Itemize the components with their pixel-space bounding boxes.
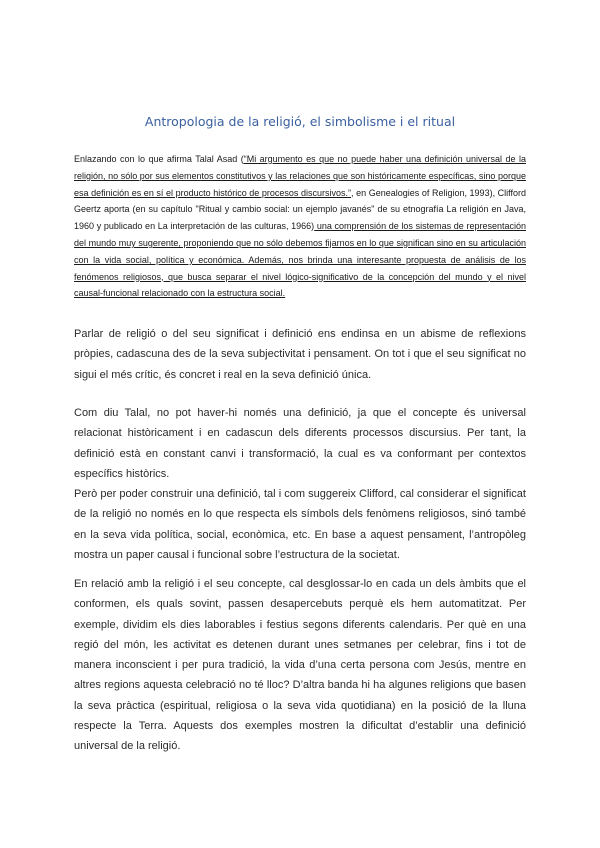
geertz-summary: una comprensión de los sistemas de representación del mundo muy sugerente, proponiendo que no sólo debemos fijarnos en lo que significan sino en su articulación con la vida social, política y económica. Además, nos brinda una interesante propuesta de análisis de los fenómenos religiosos, que busca separar el nivel lógico-significativo de la concepción del mundo y el nivel causal-funcional relacionado con la estructura social. — [74, 221, 526, 299]
paragraph-2b: Però per poder construir una definició, tal i com suggereix Clifford, cal considerar el significat de la religió no només en lo que respecta els símbols dels fenòmens religiosos, sinó també en la seva vida política, social, econòmica, etc. En base a aquest pensament, l’antropòleg mostra un paper causal i funcional sobre l’estructura de la societat. — [74, 488, 526, 562]
paragraph-3: En relació amb la religió i el seu concepte, cal desglossar-lo en cada un dels àmbits que el conformen, els quals sovint, passen desapercebuts perquè els hem automatitzat. Per exemple, dividim els dies laborables i festius segons diferents calendaris. Per què en una regió del món, les activitat es detenen durant unes setmanes per celebrar, fins i tot de manera inconscient i per pura tradició, la vida d’una certa persona com Jesús, mentre en altres regions aquesta celebració no té lloc? D’altra banda hi ha algunes religions que basen la seva pràctica (espiritual, religiosa o la seva vida quotidiana) en la posició de la lluna respecte la Terra. Aquests dos exemples mostren la dificultat d’establir una definició universal de la religió. — [74, 578, 526, 753]
paragraph-1: Parlar de religió o del seu significat i definició ens endinsa en un abisme de reflexions pròpies, cadascuna des de la seva subjectivitat i pensament. On tot i que el seu significat no sigui el més crític, és concret i real en la seva definició única. — [74, 328, 526, 381]
intro-quote-paragraph — [74, 151, 526, 302]
intro-text-middle: , en Genealogies of Religion, 1993), Clifford Geertz aporta (en su capítulo "Ritual y cambio social: un ejemplo javanés" de su etnografía La religión en Java, 1960 y publicado en La interpretación de las culturas, 1966) — [74, 187, 526, 232]
paragraph-2 — [74, 403, 526, 565]
intro-text-start: Enlazando con lo que afirma Talal Asad ( — [74, 154, 244, 164]
paragraph-2a: Com diu Talal, no pot haver-hi només una definició, ja que el concepte és universal relacionat històricament i en cadascun dels diferents processos discursius. Per tant, la definició està en constant canvi i transformació, la cual es va conformant per contextos específics històrics. — [74, 407, 526, 480]
asad-quote: “Mi argumento es que no puede haber una definición universal de la religión, no sólo por sus elementos constitutivos y las relaciones que son históricamente específicas, sino porque esa definición es en sí el producto histórico de procesos discursivos.” — [74, 154, 526, 198]
document-title: Antropologia de la religió, el simbolisme i el ritual — [144, 114, 456, 129]
